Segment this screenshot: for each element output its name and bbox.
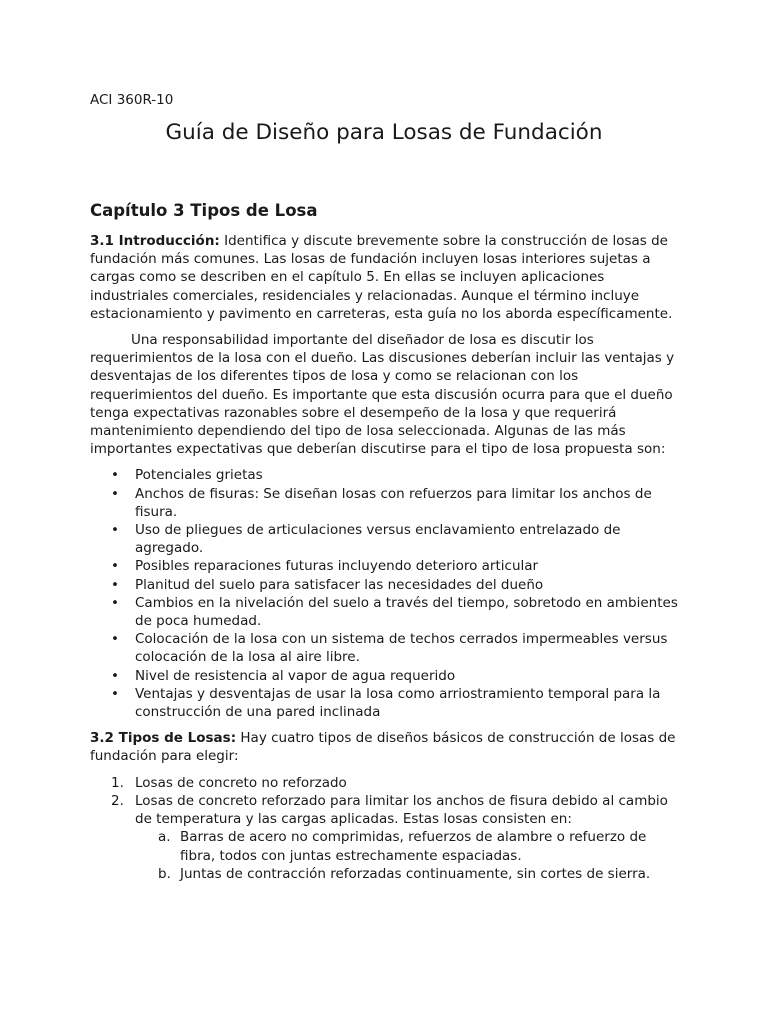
section-3-2-intro <box>90 729 680 765</box>
section-3-1-text: Identifica y discute brevemente sobre la construcción de losas de fundación más comunes. Las losas de fundación incluyen losas interiores sujetas a cargas como se describen en el capítulo 5. En ellas se incluyen aplicaciones industriales comerciales, residenciales y relacionadas. Aunque el término incluye estacionamiento y pavimento en carreteras, esta guía no los aborda específicamente. <box>90 233 673 322</box>
list-item: • Potenciales grietas <box>135 466 680 484</box>
list-item-text: Losas de concreto no reforzado <box>135 774 347 791</box>
list-item <box>111 792 680 883</box>
list-number: 1. <box>111 774 124 791</box>
list-item: • Posibles reparaciones futuras incluyendo deterioro articular <box>135 557 680 575</box>
section-3-1-heading: 3.1 Introducción: <box>90 233 220 249</box>
section-3-1-paragraph-2: Una responsabilidad importante del diseñador de losa es discutir los requerimientos de la losa con el dueño. Las discusiones deberían incluir las ventajas y desventajas de los diferentes tipos de losa y como se relacionan con los requerimientos del dueño. Es importante que esta discusión ocurra para que el dueño tenga expectativas razonables sobre el desempeño de la losa y que requerirá mantenimiento dependiendo del tipo de losa seleccionada. Algunas de las más importantes expectativas que deberían discutirse para el tipo de losa propuesta son: <box>90 332 675 458</box>
document-body <box>90 200 680 883</box>
slab-types-numbered-list <box>90 774 680 883</box>
expectations-bullet-list <box>90 466 680 721</box>
sub-list-item <box>158 865 680 883</box>
list-number: 2. <box>111 792 124 809</box>
list-item: • Cambios en la nivelación del suelo a través del tiempo, sobretodo en ambientes de poca humedad. <box>135 594 680 630</box>
list-item: • Planitud del suelo para satisfacer las necesidades del dueño <box>135 576 680 594</box>
reinforced-slab-sub-list <box>135 828 680 883</box>
sub-list-item <box>158 828 680 864</box>
document-code: ACI 360R-10 <box>90 92 174 108</box>
section-3-1-intro <box>90 232 680 323</box>
list-item-text: Losas de concreto reforzado para limitar los anchos de fisura debido al cambio de temperatura y las cargas aplicadas. Estas losas consisten en: <box>135 792 668 828</box>
section-3-2-text: Hay cuatro tipos de diseños básicos de construcción de losas de fundación para elegir: <box>90 730 676 765</box>
sub-list-letter: b. <box>158 865 171 882</box>
list-item: • Uso de pliegues de articulaciones versus enclavamiento entrelazado de agregado. <box>135 521 680 557</box>
list-item: • Ventajas y desventajas de usar la losa como arriostramiento temporal para la construcción de una pared inclinada <box>135 685 680 721</box>
document-title: Guía de Diseño para Losas de Fundación <box>165 120 603 145</box>
list-item: • Anchos de fisuras: Se diseñan losas con refuerzos para limitar los anchos de fisura. <box>135 485 680 521</box>
list-item <box>111 774 680 792</box>
sub-list-item-text: Barras de acero no comprimidas, refuerzos de alambre o refuerzo de fibra, todos con juntas estrechamente espaciadas. <box>180 829 647 864</box>
sub-list-item-text: Juntas de contracción reforzadas continuamente, sin cortes de sierra. <box>180 865 651 882</box>
list-item: • Nivel de resistencia al vapor de agua requerido <box>135 667 680 685</box>
chapter-title: Capítulo 3 Tipos de Losa <box>90 201 318 220</box>
sub-list-letter: a. <box>158 829 171 846</box>
list-item: • Colocación de la losa con un sistema de techos cerrados impermeables versus colocación de la losa al aire libre. <box>135 630 680 666</box>
section-3-2-heading: 3.2 Tipos de Losas: <box>90 730 237 747</box>
